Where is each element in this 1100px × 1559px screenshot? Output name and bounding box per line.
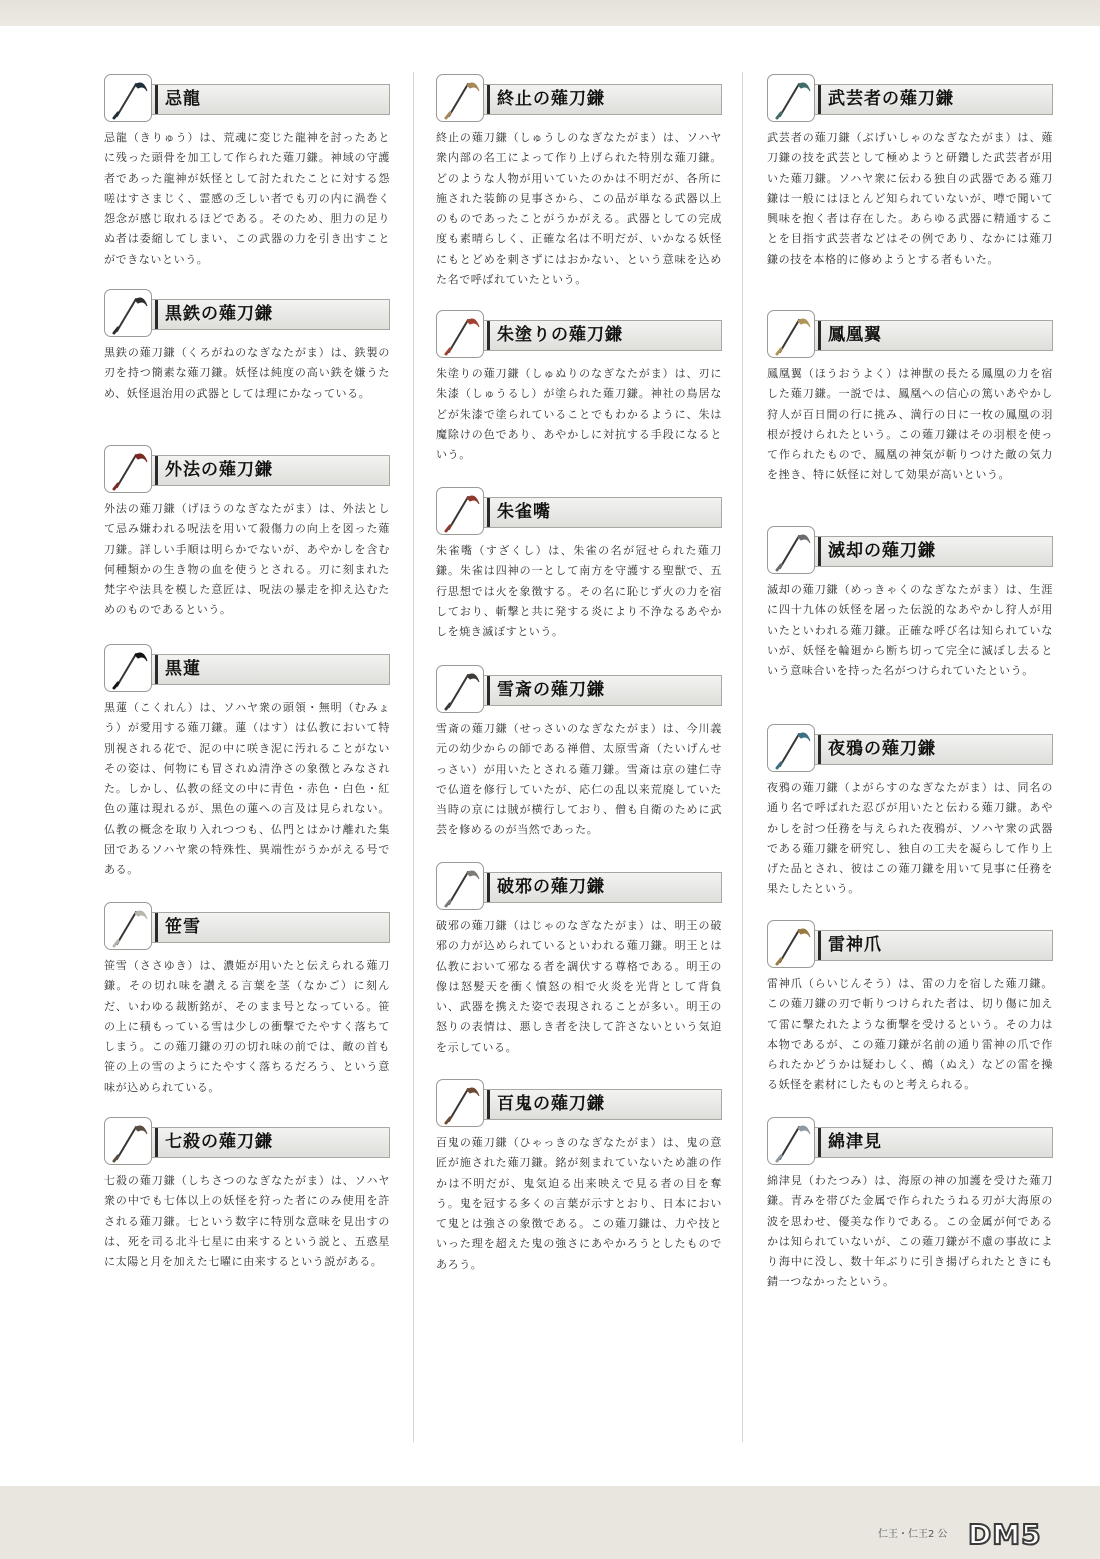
weapon-description: 雪斎の薙刀鎌（せっさいのなぎなたがま）は、今川義元の幼少からの師である禅僧、太原雪斎（たいげんせっさい）が用いたとされる薙刀鎌。雪斎は京の建仁寺で仏道を修行していたが、応仁の乱以来荒廃していた当時の京には賊が横行しており、僧も自衛のために武芸を修めるのが当然であった。	[436, 722, 722, 837]
weapon-entry	[767, 1115, 1053, 1293]
weapon-description: 朱塗りの薙刀鎌（しゅぬりのなぎなたがま）は、刃に朱漆（しゅうるし）が塗られた薙刀鎌。神社の鳥居などが朱漆で塗られていることでもわかるように、朱は魔除けの色であり、あやかしに対抗する手段になるという。	[436, 367, 722, 462]
scythe-icon	[104, 1117, 152, 1165]
title-accent-line	[818, 85, 821, 114]
scythe-icon	[767, 74, 815, 122]
weapon-header	[436, 860, 722, 910]
weapon-title-bar	[130, 84, 390, 115]
title-accent-line	[155, 655, 158, 684]
weapon-entry	[767, 72, 1053, 270]
weapon-description: 滅却の薙刀鎌（めっきゃくのなぎなたがま）は、生涯に四十九体の妖怪を屠った伝説的なあやかし狩人が用いたといわれる薙刀鎌。正確な呼び名は知られていないが、妖怪を輪廻から断ち切って完全に滅ぼし去るという意味合いを持った名がつけられていたという。	[767, 583, 1053, 678]
weapon-title-bar	[130, 455, 390, 486]
weapon-title: 黒鉄の薙刀鎌	[165, 304, 273, 324]
dm5-watermark-logo	[964, 1516, 1082, 1550]
weapon-title: 七殺の薙刀鎌	[165, 1132, 273, 1152]
scythe-icon	[436, 862, 484, 910]
weapon-title-bar	[462, 872, 722, 903]
weapon-entry	[767, 308, 1053, 486]
weapon-title: 朱雀嘴	[497, 502, 551, 522]
weapon-header	[767, 308, 1053, 358]
weapon-entry	[767, 722, 1053, 900]
weapon-header	[436, 1077, 722, 1127]
weapon-description: 武芸者の薙刀鎌（ぶげいしゃのなぎなたがま）は、薙刀鎌の技を武芸として極めようと研鑽した武芸者が用いた薙刀鎌。ソハヤ衆に伝わる独自の武器である薙刀鎌は一般にはほとんど知られていないが、噂で聞いて興味を抱く者は存在した。あらゆる武器に精通することを目指す武芸者などはその例であり、なかには薙刀鎌の技を本格的に修めようとする者もいた。	[767, 131, 1053, 266]
weapon-title: 笹雪	[165, 917, 201, 937]
weapon-header	[436, 308, 722, 358]
scythe-icon	[767, 310, 815, 358]
weapon-title: 夜鴉の薙刀鎌	[828, 739, 936, 759]
weapon-header	[104, 443, 390, 493]
weapon-description: 朱雀嘴（すざくし）は、朱雀の名が冠せられた薙刀鎌。朱雀は四神の一として南方を守護する聖獣で、五行思想では火を象徴する。その名に恥じず火の力を宿しており、斬撃と共に発する炎により不浄なるあやかしを焼き滅ぼすという。	[436, 544, 722, 639]
weapon-title: 破邪の薙刀鎌	[497, 877, 605, 897]
weapon-header	[767, 722, 1053, 772]
weapon-entry	[104, 443, 390, 621]
weapon-title-bar	[793, 930, 1053, 961]
column-divider	[413, 72, 414, 1442]
scythe-icon	[104, 74, 152, 122]
weapon-title-bar	[130, 912, 390, 943]
title-accent-line	[155, 913, 158, 942]
weapon-header	[767, 1115, 1053, 1165]
weapon-entry	[104, 642, 390, 881]
scythe-icon	[767, 920, 815, 968]
weapon-title: 武芸者の薙刀鎌	[828, 89, 954, 109]
weapon-description: 夜鴉の薙刀鎌（よがらすのなぎなたがま）は、同名の通り名で呼ばれた忍びが用いたと伝わる薙刀鎌。あやかしを討つ任務を与えられた夜鴉が、ソハヤ衆の武器である薙刀鎌を研究し、独自の工夫を凝らして作り上げた品とされ、彼はこの薙刀鎌を用いて見事に任務を果たしたという。	[767, 781, 1053, 896]
scythe-icon	[767, 526, 815, 574]
scythe-icon	[436, 665, 484, 713]
weapon-description: 外法の薙刀鎌（げほうのなぎなたがま）は、外法として忌み嫌われる呪法を用いて殺傷力の向上を図った薙刀鎌。詳しい手順は明らかでないが、あやかしを含む何種類かの生き物の血を使うとされる。刃に刻まれた梵字や法具を模した意匠は、呪法の暴走を抑え込むためのものであるという。	[104, 502, 390, 617]
title-accent-line	[155, 1128, 158, 1157]
weapon-title-bar	[793, 734, 1053, 765]
weapon-header	[767, 918, 1053, 968]
weapon-description: 破邪の薙刀鎌（はじゃのなぎなたがま）は、明王の破邪の力が込められているといわれる薙刀鎌。明王とは仏教において邪なる者を調伏する尊格である。明王の像は怒髪天を衝く憤怒の相で火炎を光背として背負い、武器を携えた姿で表現されることが多い。明王の怒りの表情は、悪しき者を決して許さないという気迫を示している。	[436, 919, 722, 1054]
weapon-title: 綿津見	[828, 1132, 882, 1152]
page-top-margin	[0, 0, 1100, 26]
weapon-header	[436, 663, 722, 713]
weapon-description: 忌龍（きりゅう）は、荒魂に変じた龍神を討ったあとに残った頭骨を加工して作られた薙刀鎌。神域の守護者であった龍神が妖怪として討たれたことに対する怨嗟はすさまじく、霊感の乏しい者でも刃の内に渦巻く怨念が感じ取れるほどである。そのため、胆力の足りぬ者は委縮してしまい、この武器の力を引き出すことができないという。	[104, 131, 390, 266]
page-bottom-margin	[0, 1486, 1100, 1559]
weapon-description: 鳳凰翼（ほうおうよく）は神獣の長たる鳳凰の力を宿した薙刀鎌。一説では、鳳凰への信心の篤いあやかし狩人が百日間の行に挑み、満行の日に一枚の鳳凰の羽根が授けられたという。この薙刀鎌はその羽根を使って作られたもので、鳳凰の神気が斬りつけた敵の気力を挫き、特に妖怪に対して効果が高いという。	[767, 367, 1053, 482]
weapon-entry	[436, 72, 722, 290]
weapon-title: 百鬼の薙刀鎌	[497, 1094, 605, 1114]
weapon-entry	[767, 524, 1053, 681]
weapon-title-bar	[462, 1089, 722, 1120]
watermark-lettering: DM5	[968, 1518, 1042, 1550]
weapon-description: 終止の薙刀鎌（しゅうしのなぎなたがま）は、ソハヤ衆内部の名工によって作り上げられた特別な薙刀鎌。どのような人物が用いていたのかは不明だが、各所に施された装飾の見事さから、この品が単なる武器以上のものであったことがうかがえる。武器としての完成度も素晴らしく、正確な名は不明だが、いかなる妖怪にもとどめを刺さずにはおかない、という意味を込めた名で呼ばれていたという。	[436, 131, 722, 287]
scythe-icon	[436, 74, 484, 122]
weapon-title: 雷神爪	[828, 935, 882, 955]
weapon-title: 終止の薙刀鎌	[497, 89, 605, 109]
title-accent-line	[818, 735, 821, 764]
scythe-icon	[767, 1117, 815, 1165]
weapon-title: 黒蓮	[165, 659, 201, 679]
weapon-entry	[767, 918, 1053, 1096]
weapon-entry	[104, 1115, 390, 1272]
weapon-title-bar	[462, 675, 722, 706]
footer-book-title: 仁王・仁王2 公	[878, 1529, 948, 1540]
column-divider	[742, 72, 743, 1442]
weapon-title-bar	[130, 1127, 390, 1158]
weapon-description: 黒鉄の薙刀鎌（くろがねのなぎなたがま）は、鉄製の刃を持つ簡素な薙刀鎌。妖怪は純度の高い鉄を嫌うため、妖怪退治用の武器としては理にかなっている。	[104, 346, 390, 400]
title-accent-line	[818, 1128, 821, 1157]
weapon-title: 鳳凰翼	[828, 325, 882, 345]
weapon-entry	[104, 287, 390, 404]
weapon-header	[767, 72, 1053, 122]
weapon-title-bar	[462, 320, 722, 351]
weapon-header	[104, 287, 390, 337]
weapon-header	[104, 1115, 390, 1165]
weapon-title-bar	[793, 320, 1053, 351]
scythe-icon	[436, 310, 484, 358]
weapon-description: 七殺の薙刀鎌（しちさつのなぎなたがま）は、ソハヤ衆の中でも七体以上の妖怪を狩った者にのみ使用を許される薙刀鎌。七という数字に特別な意味を見出すのは、死を司る北斗七星に由来するという説と、五惑星に太陽と月を加えた七曜に由来するという説がある。	[104, 1174, 390, 1269]
weapon-title: 忌龍	[165, 89, 201, 109]
weapon-title-bar	[793, 536, 1053, 567]
scythe-icon	[104, 445, 152, 493]
weapon-header	[767, 524, 1053, 574]
weapon-description: 黒蓮（こくれん）は、ソハヤ衆の頭領・無明（むみょう）が愛用する薙刀鎌。蓮（はす）は仏教において特別視される花で、泥の中に咲き泥に汚れることがないその姿は、何物にも冒されぬ清浄さの象徴とみなされた。しかし、仏教の経文の中に青色・赤色・白色・紅色の蓮は現れるが、黒色の蓮への言及は見られない。仏教の概念を取り入れつつも、仏門とはかけ離れた集団であるソハヤ衆の特殊性、異端性がうかがえる号である。	[104, 701, 390, 877]
weapon-title-bar	[793, 84, 1053, 115]
scythe-icon	[767, 724, 815, 772]
title-accent-line	[487, 498, 490, 527]
weapon-title-bar	[130, 654, 390, 685]
weapon-title: 滅却の薙刀鎌	[828, 541, 936, 561]
weapon-title-bar	[793, 1127, 1053, 1158]
scythe-icon	[436, 1079, 484, 1127]
weapon-entry	[436, 860, 722, 1058]
scythe-icon	[104, 289, 152, 337]
title-accent-line	[155, 300, 158, 329]
title-accent-line	[818, 321, 821, 350]
title-accent-line	[487, 873, 490, 902]
weapon-entry	[104, 900, 390, 1098]
title-accent-line	[487, 321, 490, 350]
scythe-icon	[104, 902, 152, 950]
weapon-entry	[436, 1077, 722, 1275]
weapon-entry	[436, 308, 722, 465]
scythe-icon	[104, 644, 152, 692]
title-accent-line	[155, 85, 158, 114]
weapon-description: 綿津見（わたつみ）は、海原の神の加護を受けた薙刀鎌。青みを帯びた金属で作られたうねる刃が大海原の波を思わせ、優美な作りである。この金属が何であるかは知られていないが、この薙刀鎌が不慮の事故により海中に没し、数十年ぶりに引き揚げられたときにも錆一つなかったという。	[767, 1174, 1053, 1289]
title-accent-line	[487, 676, 490, 705]
title-accent-line	[818, 931, 821, 960]
weapon-title: 朱塗りの薙刀鎌	[497, 325, 623, 345]
weapon-header	[104, 642, 390, 692]
weapon-header	[436, 72, 722, 122]
weapon-title-bar	[130, 299, 390, 330]
weapon-title: 外法の薙刀鎌	[165, 460, 273, 480]
weapon-entry	[104, 72, 390, 270]
scythe-icon	[436, 487, 484, 535]
weapon-header	[104, 72, 390, 122]
weapon-title-bar	[462, 84, 722, 115]
weapon-description: 雷神爪（らいじんそう）は、雷の力を宿した薙刀鎌。この薙刀鎌の刃で斬りつけられた者は、切り傷に加えて雷に撃たれたような衝撃を受けるという。その力は本物であるが、この薙刀鎌が名前の通り雷神の爪で作られたかどうかは疑わしく、鵺（ぬえ）などの雷を操る妖怪を素材にしたものと考えられる。	[767, 977, 1053, 1092]
weapon-entry	[436, 485, 722, 642]
weapon-header	[436, 485, 722, 535]
title-accent-line	[487, 85, 490, 114]
weapon-description: 百鬼の薙刀鎌（ひゃっきのなぎなたがま）は、鬼の意匠が施された薙刀鎌。銘が刻まれていないため誰の作かは不明だが、鬼気迫る出来映えで見る者の目を奪う。鬼を冠する多くの言葉が示すとおり、日本において鬼とは強さの象徴である。この薙刀鎌は、力や技といった理を超えた鬼の強さにあやかろうとしたものであろう。	[436, 1136, 722, 1271]
title-accent-line	[818, 537, 821, 566]
weapon-description: 笹雪（ささゆき）は、濃姫が用いたと伝えられる薙刀鎌。その切れ味を讃える言葉を茎（なかご）に刻んだ、いわゆる裁断銘が、そのまま号となっている。笹の上に積もっている雪は少しの衝撃でたやすく落ちてしまう。この薙刀鎌の刃の切れ味の前では、敵の首も笹の上の雪のようにたやすく落ちるだろう、という意味が込められている。	[104, 959, 390, 1094]
weapon-title: 雪斎の薙刀鎌	[497, 680, 605, 700]
weapon-entry	[436, 663, 722, 841]
weapon-header	[104, 900, 390, 950]
title-accent-line	[487, 1090, 490, 1119]
title-accent-line	[155, 456, 158, 485]
weapon-title-bar	[462, 497, 722, 528]
